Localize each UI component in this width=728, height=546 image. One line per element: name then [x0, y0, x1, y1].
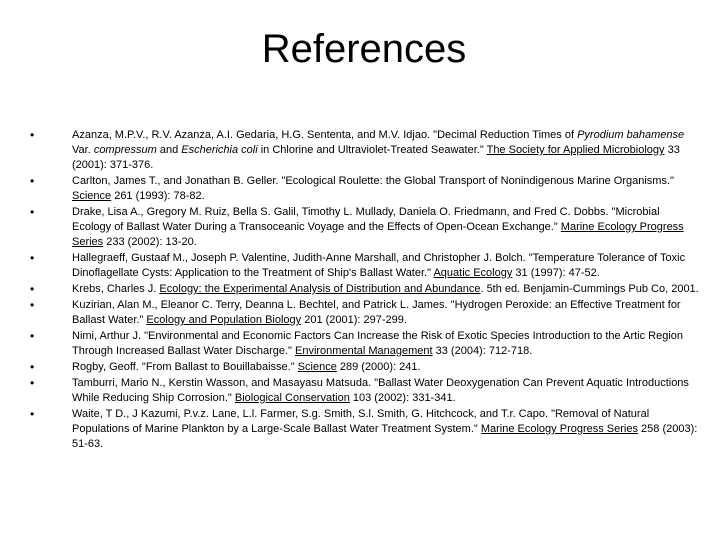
reference-item [30, 329, 700, 359]
reference-citation: 33 (2004): 712-718. [432, 345, 533, 357]
reference-text: Drake, Lisa A., Gregory M. Ruiz, Bella S. Galil, Timothy L. Mullady, Daniela O. Friedmann, and Fred C. Dobbs. "Microbial Ecology of Ballast Water During a Transoceanic Voyage and the Effects of Open-Ocean Exchange." [72, 206, 660, 233]
reference-text: Kuzirian, Alan M., Eleanor C. Terry, Deanna L. Bechtel, and Patrick L. James. "Hydrogen Peroxide: an Effective Treatment for Ballast Water." [72, 299, 681, 326]
journal-title: Marine Ecology Progress Series [480, 423, 638, 435]
bullet-icon: • [30, 376, 35, 390]
bullet-icon: • [30, 329, 35, 343]
reference-text: Carlton, James T., and Jonathan B. Geller. "Ecological Roulette: the Global Transport of Nonindigenous Marine Organisms." [72, 175, 674, 187]
reference-list [30, 128, 700, 453]
reference-text: Rogby, Geoff. "From Ballast to Bouillabaisse." [72, 361, 298, 373]
bullet-icon: • [30, 407, 35, 421]
bullet-icon: • [30, 282, 35, 296]
species-name: Escherichia coli [181, 144, 258, 156]
reference-citation: 261 (1993): 78-82. [111, 190, 205, 202]
reference-citation: 201 (2001): 297-299. [301, 314, 407, 326]
journal-title: Science [72, 190, 112, 202]
bullet-icon: • [30, 205, 35, 219]
bullet-icon: • [30, 128, 35, 142]
reference-citation: . 5th ed. Benjamin-Cummings Pub Co, 2001. [480, 283, 699, 295]
reference-item [30, 376, 700, 406]
journal-title: Ecology and Population Biology [146, 314, 302, 326]
slide-title: References [261, 27, 467, 71]
species-name: Pyrodium bahamense [577, 129, 685, 141]
reference-item [30, 205, 700, 250]
journal-title: Aquatic Ecology [433, 267, 513, 279]
reference-citation: 103 (2002): 331-341. [349, 392, 456, 404]
reference-citation: 233 (2002): 13-20. [103, 236, 197, 248]
reference-item [30, 407, 700, 452]
reference-item [30, 298, 700, 328]
journal-title: Science [297, 361, 337, 373]
reference-citation: 31 (1997): 47-52. [512, 267, 600, 279]
reference-text: in Chlorine and Ultraviolet-Treated Seawater." [257, 144, 487, 156]
reference-text: Azanza, M.P.V., R.V. Azanza, A.I. Gedaria, H.G. Sententa, and M.V. Idjao. "Decimal Reduction Times of [72, 129, 578, 141]
reference-text: Hallegraeff, Gustaaf M., Joseph P. Valentine, Judith-Anne Marshall, and Christopher J. Bolch. "Temperature Tolerance of Toxic Dinoflagellate Cysts: Application to the Treatment of Ship's Ballast Water." [72, 252, 686, 279]
reference-text: Waite, T D., J Kazumi, P.v.z. Lane, L.l. Farmer, S.g. Smith, S.l. Smith, G. Hitchcock, and T.r. Capo. "Removal of Natural Populations of Marine Plankton by a Large-Scale Ballast Water Treatment System." [72, 408, 650, 435]
reference-text: Krebs, Charles J. [72, 283, 160, 295]
book-title: Ecology: the Experimental Analysis of Distribution and Abundance [159, 283, 481, 295]
reference-text: Var. [72, 144, 94, 156]
reference-item [30, 251, 700, 281]
reference-citation: 33 (2001): 371-376. [72, 144, 680, 171]
reference-item [30, 282, 700, 297]
journal-title: Environmental Management [295, 345, 433, 357]
journal-title: Marine Ecology Progress Series [72, 221, 684, 248]
journal-title: Biological Conservation [234, 392, 350, 404]
reference-citation: 289 (2000): 241. [336, 361, 421, 373]
reference-citation: 258 (2003): 51-63. [72, 423, 698, 450]
bullet-icon: • [30, 251, 35, 265]
bullet-icon: • [30, 298, 35, 312]
journal-title: The Society for Applied Microbiology [486, 144, 665, 156]
reference-item [30, 360, 700, 375]
reference-item [30, 128, 700, 173]
species-name: compressum [93, 144, 157, 156]
reference-item [30, 174, 700, 204]
bullet-icon: • [30, 174, 35, 188]
reference-text: Tamburri, Mario N., Kerstin Wasson, and Masayasu Matsuda. "Ballast Water Deoxygenation Can Prevent Aquatic Introductions While Reducing Ship Corrosion." [72, 377, 689, 404]
reference-text: Nimi, Arthur J. "Environmental and Economic Factors Can Increase the Risk of Exotic Species Introduction to the Artic Region Through Increased Ballast Water Discharge." [72, 330, 684, 357]
bullet-icon: • [30, 360, 35, 374]
reference-text: and [156, 144, 182, 156]
